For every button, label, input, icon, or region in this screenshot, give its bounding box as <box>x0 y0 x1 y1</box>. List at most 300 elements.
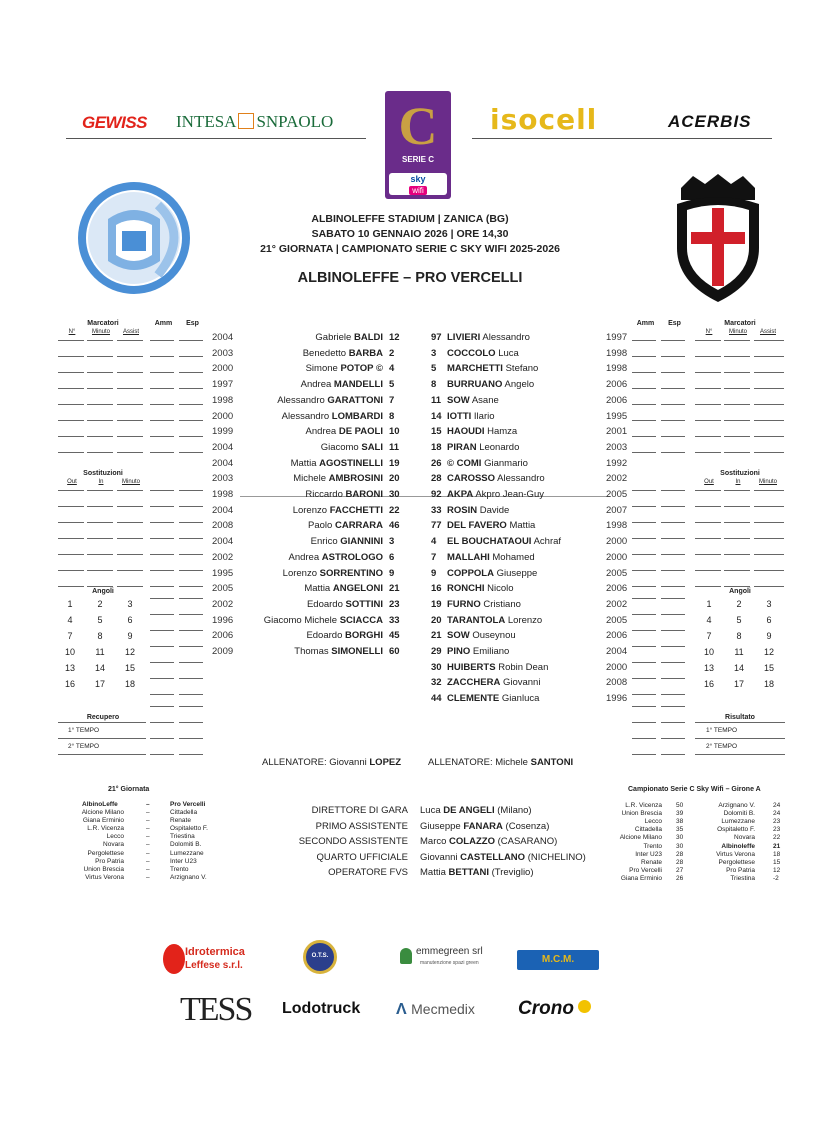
giornata-away: Cittadella <box>170 809 198 816</box>
home-player-name: Edoardo SOTTINI <box>306 598 383 610</box>
minuto-right-label2: Minuto <box>758 479 777 485</box>
giornata-home: Pergolettese <box>87 849 124 857</box>
form-line <box>724 554 750 555</box>
form-line <box>58 404 84 405</box>
form-line <box>179 614 203 615</box>
form-line <box>117 538 143 539</box>
home-player-name: Paolo CARRARA <box>308 520 383 532</box>
form-line <box>179 436 203 437</box>
giornata-dash: – <box>146 809 150 816</box>
away-player-year: 1997 <box>606 332 628 343</box>
corner-left-cell: 3 <box>127 599 133 609</box>
form-line <box>150 614 174 615</box>
round-line: 21° GIORNATA | CAMPIONATO SERIE C SKY WIFI 2025-2026 <box>260 243 560 255</box>
form-line <box>179 506 203 507</box>
form-line <box>695 738 785 739</box>
form-line <box>179 372 203 373</box>
corner-left-cell: 6 <box>127 615 133 625</box>
standings-team: Pro Patria <box>726 866 755 874</box>
form-line <box>58 538 84 539</box>
match-title: ALBINOLEFFE – PRO VERCELLI <box>297 270 523 286</box>
serie-c-logo: C SERIE C sky wifi <box>385 91 451 199</box>
emmegreen-logo: emmegreen srl manutenzione spazi green <box>400 946 490 970</box>
home-player-name: Lorenzo SORRENTINO <box>282 567 383 579</box>
away-player-number: 30 <box>431 661 442 673</box>
corner-right-cell: 4 <box>706 615 712 625</box>
form-line <box>724 586 750 587</box>
home-coach: ALLENATORE: Giovanni LOPEZ <box>262 757 402 768</box>
form-line <box>661 436 685 437</box>
form-line <box>117 452 143 453</box>
away-player-name: MALLAHI Mohamed <box>447 551 535 563</box>
home-player-name: Giacomo Michele SCIACCA <box>263 614 383 626</box>
home-player-year: 2004 <box>212 536 234 548</box>
form-line <box>754 554 784 555</box>
home-player-year: 2009 <box>212 646 234 657</box>
form-line <box>150 340 174 341</box>
home-player-year: 2004 <box>212 457 234 469</box>
standings-points: 30 <box>676 842 684 850</box>
assist-label: Assist <box>122 329 139 335</box>
away-player-number: 20 <box>431 614 442 626</box>
form-line <box>695 586 721 587</box>
risultato-label: Risultato <box>725 714 755 721</box>
risultato-tempo1: 1° TEMPO <box>706 727 738 734</box>
form-line <box>661 570 685 571</box>
esp-label: Esp <box>186 320 199 327</box>
standings-team: Pro Vercelli <box>629 866 662 874</box>
form-line <box>179 356 203 357</box>
away-player-name: CLEMENTE Gianluca <box>447 693 540 705</box>
corner-right-cell: 6 <box>766 615 772 625</box>
corner-right-cell: 12 <box>763 647 774 657</box>
away-player-year: 2006 <box>606 379 628 391</box>
official-name: Giovanni CASTELLANO (NICHELINO) <box>420 851 586 863</box>
form-line <box>150 722 174 723</box>
giornata-dash: – <box>146 801 150 808</box>
form-line <box>632 340 656 341</box>
form-line <box>179 404 203 405</box>
away-player-year: 2008 <box>606 677 628 689</box>
form-line <box>632 404 656 405</box>
form-line <box>58 340 84 341</box>
home-player-year: 1995 <box>212 567 234 579</box>
corner-left-cell: 11 <box>95 647 105 657</box>
giornata-home: Pro Patria <box>95 857 124 865</box>
form-line <box>695 452 721 453</box>
home-player-number: 60 <box>389 646 400 657</box>
home-player-name: Mattia AGOSTINELLI <box>290 457 383 469</box>
form-line <box>87 506 113 507</box>
corner-right-cell: 3 <box>766 599 772 609</box>
away-player-name: RONCHI Nicolo <box>447 583 514 595</box>
form-line <box>179 694 203 695</box>
home-player-number: 23 <box>389 598 400 610</box>
form-line <box>661 662 685 663</box>
corner-right-cell: 8 <box>736 631 742 641</box>
giornata-dash: – <box>146 833 150 841</box>
home-player-number: 5 <box>389 379 395 391</box>
form-line <box>632 630 656 631</box>
away-player-year: 1998 <box>606 347 628 359</box>
giornata-away: Dolomiti B. <box>170 841 202 849</box>
marcatori-right-label: Marcatori <box>724 320 756 327</box>
away-player-year: 2000 <box>606 551 628 563</box>
form-line <box>179 706 203 707</box>
standings-points: 26 <box>676 874 684 882</box>
home-player-name: Andrea DE PAOLI <box>305 426 383 438</box>
form-line <box>150 506 174 507</box>
form-line <box>150 570 174 571</box>
form-line <box>87 554 113 555</box>
form-line <box>632 554 656 555</box>
away-player-name: BURRUANO Angelo <box>447 379 535 391</box>
form-line <box>150 678 174 679</box>
away-player-number: 8 <box>431 379 437 391</box>
corner-right-cell: 14 <box>733 663 744 673</box>
form-line <box>695 436 721 437</box>
away-player-year: 2005 <box>606 489 628 500</box>
giornata-dash: – <box>146 857 150 865</box>
form-line <box>632 598 656 599</box>
away-player-year: 2002 <box>606 473 628 485</box>
form-line <box>150 436 174 437</box>
form-line <box>117 404 143 405</box>
home-player-number: 8 <box>389 410 395 422</box>
form-line <box>58 388 84 389</box>
corner-left-cell: 7 <box>67 631 73 641</box>
in-right-label: In <box>735 479 741 485</box>
giornata-home-head: AlbinoLeffe <box>82 801 118 808</box>
crono-logo: Crono <box>518 998 591 1020</box>
standings-points: 35 <box>676 826 684 834</box>
home-player-number: 30 <box>389 489 400 500</box>
form-line <box>150 404 174 405</box>
home-player-year: 1997 <box>212 379 234 391</box>
form-line <box>58 570 84 571</box>
form-line <box>632 570 656 571</box>
form-line <box>58 586 84 587</box>
away-player-name: PINO Emiliano <box>447 646 510 657</box>
official-role: PRIMO ASSISTENTE <box>315 820 408 832</box>
form-line <box>87 436 113 437</box>
form-line <box>632 662 656 663</box>
home-player-number: 33 <box>389 614 400 626</box>
away-player-name: SOW Ouseynou <box>447 630 516 642</box>
form-line <box>87 372 113 373</box>
form-line <box>87 570 113 571</box>
form-line <box>695 490 721 491</box>
giornata-dash: – <box>146 817 150 825</box>
form-line <box>724 420 750 421</box>
away-player-number: 7 <box>431 551 437 563</box>
home-player-year: 2002 <box>212 551 234 563</box>
corner-left-cell: 17 <box>94 679 105 689</box>
form-line <box>661 706 685 707</box>
away-player-name: MARCHETTI Stefano <box>447 363 539 375</box>
form-line <box>117 372 143 373</box>
form-line <box>632 614 656 615</box>
form-line <box>87 490 113 491</box>
away-player-number: 33 <box>431 504 442 516</box>
form-line <box>661 404 685 405</box>
form-line <box>661 538 685 539</box>
form-line <box>724 490 750 491</box>
home-player-number: 19 <box>389 457 400 469</box>
minuto-label: Minuto <box>91 329 110 335</box>
away-player-year: 2005 <box>606 567 628 579</box>
form-line <box>58 356 84 357</box>
mcm-logo: M.C.M. <box>517 950 599 970</box>
standings-team: Ospitaletto F. <box>717 826 755 834</box>
form-line <box>179 420 203 421</box>
recupero-tempo1: 1° TEMPO <box>68 727 100 734</box>
form-line <box>179 538 203 539</box>
away-player-year: 2004 <box>606 646 628 657</box>
form-line <box>754 538 784 539</box>
home-player-year: 2000 <box>212 410 234 422</box>
form-line <box>632 586 656 587</box>
giornata-home: L.R. Vicenza <box>87 825 124 833</box>
form-line <box>754 586 784 587</box>
form-line <box>150 706 174 707</box>
home-player-year: 2003 <box>212 473 234 485</box>
form-line <box>661 420 685 421</box>
form-line <box>87 538 113 539</box>
home-player-year: 2000 <box>212 363 234 375</box>
away-player-number: 11 <box>431 394 442 406</box>
corner-right-cell: 17 <box>733 679 744 689</box>
away-player-year: 2006 <box>606 394 628 406</box>
giornata-away-head: Pro Vercelli <box>170 801 206 808</box>
tess-logo: TESS <box>180 991 252 1028</box>
away-player-number: 19 <box>431 598 442 610</box>
assist-right-label: Assist <box>759 329 776 335</box>
form-line <box>179 452 203 453</box>
form-line <box>150 420 174 421</box>
official-role: QUARTO UFFICIALE <box>316 851 408 863</box>
corner-left-cell: 4 <box>67 615 73 625</box>
standings-points: 12 <box>773 866 781 874</box>
in-left-label: In <box>98 479 104 485</box>
corner-right-cell: 9 <box>766 631 772 641</box>
form-line <box>661 646 685 647</box>
away-player-name: HAOUDI Hamza <box>447 426 518 438</box>
amm-label: Amm <box>154 320 173 327</box>
form-line <box>117 420 143 421</box>
giornata-away: Arzignano V. <box>170 873 207 881</box>
form-line <box>632 722 656 723</box>
form-line <box>117 554 143 555</box>
giornata-away: Inter U23 <box>170 857 197 865</box>
form-line <box>754 506 784 507</box>
home-player-number: 11 <box>389 441 400 453</box>
form-line <box>724 340 750 341</box>
home-player-year: 2002 <box>212 598 234 610</box>
form-line <box>150 694 174 695</box>
form-line <box>661 522 685 523</box>
giornata-dash: – <box>146 873 150 881</box>
form-line <box>179 490 203 491</box>
recupero-tempo2: 2° TEMPO <box>68 743 100 750</box>
home-player-number: 46 <box>389 520 400 532</box>
standings-points: 22 <box>773 834 781 842</box>
form-line <box>179 662 203 663</box>
form-line <box>754 452 784 453</box>
giornata-home: Giana Erminio <box>82 817 124 825</box>
minuto-right-label: Minuto <box>728 329 747 335</box>
home-player-number: 2 <box>389 347 395 359</box>
form-line <box>632 388 656 389</box>
form-line <box>632 538 656 539</box>
form-line <box>695 722 785 723</box>
form-line <box>150 452 174 453</box>
away-player-number: 14 <box>431 410 442 422</box>
standings-points: 38 <box>676 818 684 826</box>
form-line <box>632 356 656 357</box>
away-player-name: DEL FAVERO Mattia <box>447 520 536 532</box>
home-player-year: 2003 <box>212 347 234 359</box>
form-line <box>695 356 721 357</box>
standings-points: 15 <box>773 858 781 866</box>
form-line <box>695 554 721 555</box>
out-right-label: Out <box>704 479 714 485</box>
form-line <box>58 506 84 507</box>
form-line <box>632 738 656 739</box>
form-line <box>179 340 203 341</box>
standings-team: Alcione Milano <box>619 834 662 842</box>
form-line <box>58 722 146 723</box>
away-player-number: 5 <box>431 363 437 375</box>
giornata-away: Trento <box>170 865 189 873</box>
standings-points: 39 <box>676 810 684 818</box>
away-player-number: 16 <box>431 583 442 595</box>
standings-team: Arzignano V. <box>718 802 755 809</box>
standings-points: -2 <box>773 874 779 882</box>
mecmedix-logo: Λ Mecmedix <box>396 1001 475 1018</box>
away-player-year: 1992 <box>606 457 628 469</box>
home-player-name: Edoardo BORGHI <box>306 630 383 642</box>
standings-team: Giana Erminio <box>620 874 662 882</box>
standings-team: Lumezzane <box>721 818 755 826</box>
form-line <box>724 506 750 507</box>
isocell-logo: isocell <box>490 103 598 136</box>
form-line <box>632 506 656 507</box>
form-line <box>117 340 143 341</box>
official-name: Luca DE ANGELI (Milano) <box>420 805 532 816</box>
away-player-name: PIRAN Leonardo <box>447 441 520 453</box>
form-line <box>661 598 685 599</box>
giornata-away: Triestina <box>170 833 195 841</box>
form-line <box>117 388 143 389</box>
away-player-number: 3 <box>431 347 437 359</box>
giornata-home: Union Brescia <box>83 865 124 873</box>
form-line <box>58 452 84 453</box>
away-player-number: 97 <box>431 332 442 343</box>
home-player-name: Mattia ANGELONI <box>304 583 383 595</box>
form-line <box>179 522 203 523</box>
corner-right-cell: 15 <box>763 663 774 673</box>
corner-right-cell: 2 <box>736 599 742 609</box>
form-line <box>661 356 685 357</box>
home-player-name: Simone POTOP © <box>305 363 383 375</box>
form-line <box>179 738 203 739</box>
form-line <box>661 388 685 389</box>
form-line <box>117 490 143 491</box>
away-coach: ALLENATORE: Michele SANTONI <box>428 757 574 768</box>
away-player-year: 2000 <box>606 661 628 673</box>
standings-title: Campionato Serie C Sky Wifi – Girone A <box>628 786 761 793</box>
giornata-title: 21° Giornata <box>108 786 150 793</box>
standings-points: 50 <box>676 802 684 809</box>
corner-left-cell: 18 <box>124 679 135 689</box>
risultato-tempo2: 2° TEMPO <box>706 743 738 750</box>
home-player-number: 3 <box>389 536 395 548</box>
official-name: Mattia BETTANI (Treviglio) <box>420 867 534 879</box>
home-player-year: 2008 <box>212 520 234 532</box>
away-player-number: 44 <box>431 693 442 705</box>
away-player-name: TARANTOLA Lorenzo <box>447 614 543 626</box>
standings-points: 24 <box>773 802 781 809</box>
form-line <box>661 506 685 507</box>
form-line <box>179 586 203 587</box>
giornata-away: Lumezzane <box>170 849 204 857</box>
away-player-number: 9 <box>431 567 437 579</box>
form-line <box>754 570 784 571</box>
home-player-year: 1998 <box>212 394 234 406</box>
form-line <box>695 754 785 755</box>
form-line <box>695 340 721 341</box>
corner-left-cell: 10 <box>64 647 75 657</box>
form-line <box>87 356 113 357</box>
minuto-left-label: Minuto <box>121 479 140 485</box>
form-line <box>724 404 750 405</box>
corner-right-cell: 16 <box>703 679 714 689</box>
home-player-name: Enrico GIANNINI <box>310 536 383 548</box>
away-player-number: 26 <box>431 457 442 469</box>
form-line <box>695 404 721 405</box>
giornata-home: Alcione Milano <box>81 809 124 816</box>
home-player-name: Giacomo SALI <box>320 441 383 453</box>
form-line <box>661 614 685 615</box>
away-player-number: 92 <box>431 489 442 500</box>
away-player-name: AKPA Akpro Jean-Guy <box>447 489 544 500</box>
home-player-number: 22 <box>389 504 400 516</box>
standings-points: 23 <box>773 818 781 826</box>
form-line <box>58 490 84 491</box>
stadium-line: ALBINOLEFFE STADIUM | ZANICA (BG) <box>311 213 509 225</box>
away-player-name: ZACCHERA Giovanni <box>447 677 541 689</box>
form-line <box>754 356 784 357</box>
form-line <box>632 436 656 437</box>
date-line: SABATO 10 GENNAIO 2026 | ORE 14,30 <box>311 228 509 240</box>
ots-logo: O.T.S. <box>303 940 337 974</box>
corner-left-cell: 14 <box>94 663 105 673</box>
form-line <box>179 570 203 571</box>
form-line <box>632 452 656 453</box>
form-line <box>661 372 685 373</box>
home-player-number: 6 <box>389 551 395 563</box>
away-player-year: 2002 <box>606 598 628 610</box>
giornata-dash: – <box>146 841 150 849</box>
away-player-name: IOTTI Ilario <box>447 410 495 422</box>
form-line <box>695 506 721 507</box>
form-line <box>632 490 656 491</box>
albinoleffe-crest <box>78 175 192 305</box>
away-player-year: 2001 <box>606 426 628 438</box>
acerbis-logo: ACERBIS <box>668 112 752 131</box>
away-player-number: 28 <box>431 473 442 485</box>
